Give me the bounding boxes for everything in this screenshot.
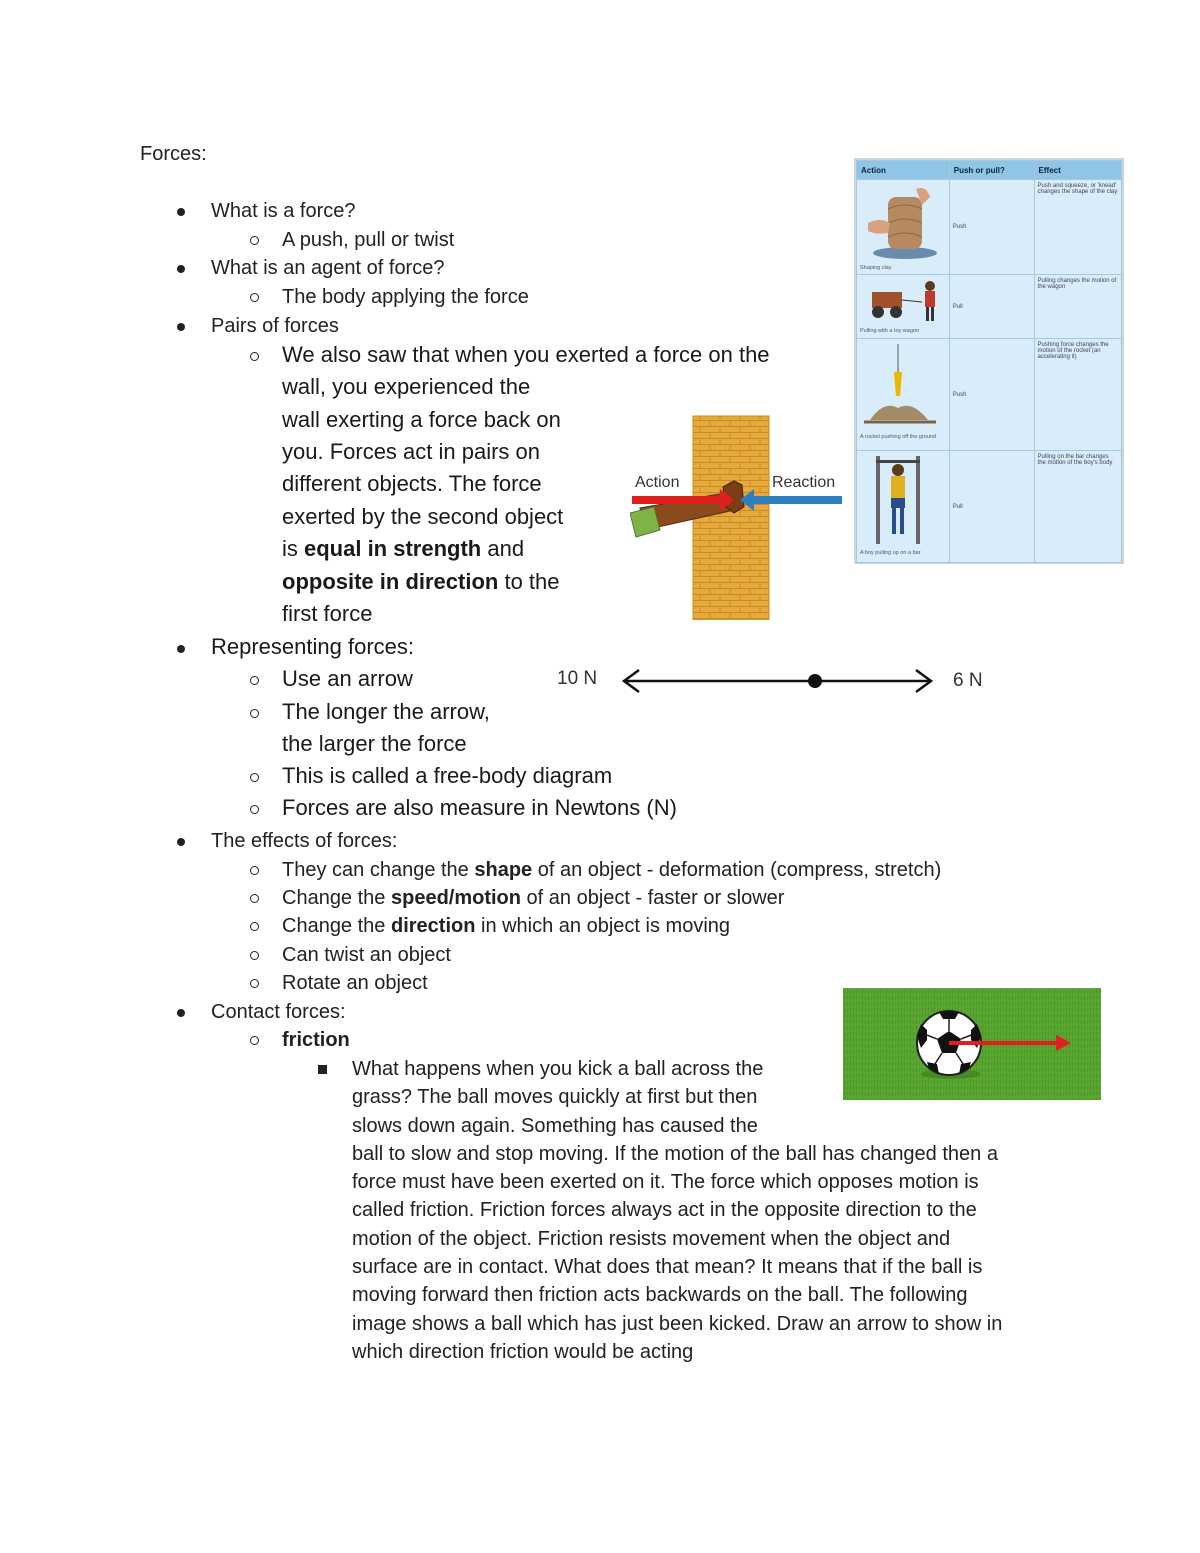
- paragraph-line: force must have been exerted on it. The force which opposes motion is: [352, 1171, 979, 1194]
- paragraph-line: which direction friction would be acting: [352, 1340, 694, 1363]
- bullet-ring: [250, 969, 259, 997]
- bullet-ring: [250, 761, 259, 793]
- paragraph-line: moving forward then friction acts backwards on the ball. The following: [352, 1284, 968, 1307]
- question-agent: What is an agent of force?: [211, 257, 445, 279]
- bullet-ring: [250, 664, 259, 696]
- bold-term: direction: [390, 915, 476, 937]
- representing-item: Use an arrow: [282, 666, 413, 691]
- reaction-label: Reaction: [772, 474, 836, 491]
- left-force-label: 10 N: [557, 668, 598, 689]
- wagon-illustration: [860, 278, 940, 324]
- pairs-line: is equal in strength and: [282, 536, 525, 561]
- pullup-illustration: [860, 454, 940, 546]
- friction-heading: friction: [282, 1029, 350, 1051]
- clay-illustration: [860, 183, 940, 261]
- pairs-line: you. Forces act in pairs on: [282, 439, 541, 464]
- table-row: A boy pulling up on a bar Pull Pulling on the bar changes the motion of the boy's body: [857, 451, 1122, 563]
- rocket-illustration: [860, 342, 940, 430]
- effect-item: Change the speed/motion of an object - faster or slower: [282, 887, 785, 909]
- paragraph-line: grass? The ball moves quickly at first but then: [352, 1086, 758, 1109]
- effect-item: Rotate an object: [282, 972, 428, 994]
- bullet-dot: [177, 312, 185, 340]
- table-row: Pulling with a toy wagon Pull Pulling changes the motion of the wagon: [857, 275, 1122, 339]
- bullet-dot: [177, 632, 185, 664]
- question-force: What is a force?: [211, 200, 356, 222]
- table-header: Push or pull?: [949, 161, 1034, 180]
- effect-item: Change the direction in which an object is moving: [282, 915, 731, 937]
- bullet-ring: [250, 912, 259, 940]
- pairs-line: We also saw that when you exerted a force on the: [282, 342, 770, 367]
- paragraph-line: ball to slow and stop moving. If the motion of the ball has changed then a: [352, 1142, 998, 1165]
- pairs-line: wall, you experienced the: [282, 374, 531, 399]
- body-point: [808, 674, 822, 688]
- paragraph-line: What happens when you kick a ball across the: [352, 1058, 764, 1080]
- paragraph-line: motion of the object. Friction resists movement when the object and: [352, 1227, 951, 1250]
- bold-term: opposite in direction: [282, 569, 499, 594]
- wall-diagram: [630, 415, 845, 620]
- bullet-dot: [177, 827, 185, 855]
- bullet-ring: [250, 856, 259, 884]
- paragraph-line: surface are in contact. What does that mean? It means that if the ball is: [352, 1256, 983, 1279]
- representing-title: Representing forces:: [211, 634, 414, 659]
- effect-item: Can twist an object: [282, 944, 451, 966]
- bullet-dot: [177, 998, 185, 1026]
- paragraph-line: slows down again. Something has caused the: [352, 1114, 758, 1137]
- action-arrow: [632, 496, 722, 504]
- bullet-ring: [250, 1026, 259, 1054]
- bullet-ring: [250, 793, 259, 825]
- bullet-dot: [177, 254, 185, 282]
- table-header: Action: [857, 161, 950, 180]
- bullet-ring: [250, 226, 259, 254]
- effect-item: They can change the shape of an object - deformation (compress, stretch): [282, 859, 942, 881]
- effects-title: The effects of forces:: [211, 830, 398, 852]
- representing-item: Forces are also measure in Newtons (N): [282, 795, 677, 820]
- page-title: Forces:: [140, 143, 207, 165]
- reaction-arrow: [752, 496, 842, 504]
- bold-term: speed/motion: [390, 887, 521, 909]
- representing-item: the larger the force: [282, 731, 467, 756]
- table-row: Shaping clay Push Push and squeeze, or 'knead' changes the shape of the clay: [857, 180, 1122, 275]
- bullet-ring: [250, 884, 259, 912]
- bullet-ring: [250, 941, 259, 969]
- bold-term: shape: [474, 859, 533, 881]
- pairs-line: opposite in direction to the: [282, 569, 560, 594]
- right-force-label: 6 N: [953, 670, 983, 691]
- bullet-ring: [250, 697, 259, 729]
- pairs-line: exerted by the second object: [282, 504, 564, 529]
- paragraph-line: called friction. Friction forces always act in the opposite direction to the: [352, 1199, 977, 1222]
- pairs-title: Pairs of forces: [211, 315, 339, 337]
- bullet-square: [318, 1055, 327, 1083]
- contact-title: Contact forces:: [211, 1001, 346, 1023]
- bullet-ring: [250, 340, 259, 372]
- pairs-line: wall exerting a force back on: [282, 407, 561, 432]
- table-header: Effect: [1034, 161, 1121, 180]
- representing-item: This is called a free-body diagram: [282, 763, 613, 788]
- action-label: Action: [635, 474, 680, 491]
- answer-force: A push, pull or twist: [282, 229, 455, 251]
- bold-term: equal in strength: [304, 536, 482, 561]
- bullet-dot: [177, 197, 185, 225]
- soccer-ball-image: [843, 988, 1101, 1100]
- table-row: A rocket pushing off the ground Push Pushing force changes the motion of the rocket (an accelerating it): [857, 339, 1122, 451]
- representing-item: The longer the arrow,: [282, 699, 490, 724]
- pairs-line: different objects. The force: [282, 471, 542, 496]
- free-body-diagram: [555, 662, 995, 702]
- bullet-ring: [250, 283, 259, 311]
- table-header-row: [857, 161, 1122, 180]
- force-examples-table: [854, 158, 1124, 564]
- paragraph-line: image shows a ball which has just been kicked. Draw an arrow to show in: [352, 1312, 1003, 1335]
- pairs-line: first force: [282, 601, 373, 626]
- answer-agent: The body applying the force: [282, 286, 529, 308]
- friction-paragraph: [352, 1055, 1002, 1366]
- wall: [693, 416, 769, 620]
